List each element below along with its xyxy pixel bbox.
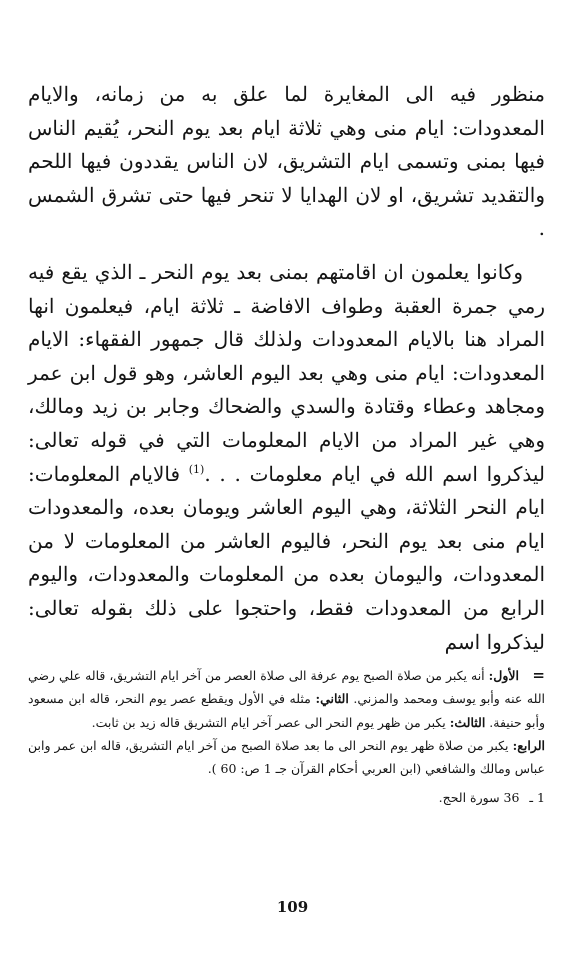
footnote-1 — [28, 786, 545, 809]
opinion-2-text: مثله في الأول ويقطع عصر يوم النحر، قاله ابن مسعود وأبو حنيفة. — [28, 691, 545, 730]
footnote-1-text: 36 سورة الحج. — [438, 790, 520, 806]
main-text — [28, 78, 545, 659]
opinion-3-text: يكبر من ظهر يوم النحر الى عصر آخر ايام التشريق قاله زيد بن ثابت. — [91, 714, 446, 730]
opinion-1-text: أنه يكبر من صلاة الصبح يوم عرفة الى صلاة العصر من آخر ايام التشريق، قاله علي رضي الله عنه وأبو يوسف ومحمد والمزني. — [28, 668, 545, 707]
continuation-marker: = — [532, 666, 545, 684]
paragraph-2-text-a: وكانوا يعلمون ان اقامتهم بمنى بعد يوم النحر ـ الذي يقع فيه رمي جمرة العقبة وطواف الافاضة ـ ثلاثة ايام، فيعلمون انها المراد هنا بالايام المعدودات ولذلك قال جمهور الفقهاء: الايام المعدودات: ايام منى وهي بعد اليوم العاشر، وهو قول ابن عمر ومجاهد وعطاء وقتادة والسدي والضحاك وجابر بن زيد ومالك، وهي غير المراد من الايام المعلومات التي في قوله تعالى: ليذكروا اسم الله في ايام معلومات . . . — [28, 259, 545, 486]
paragraph-1 — [28, 78, 545, 246]
footnote-reference: (1) — [188, 462, 205, 476]
paragraph-1-text: منظور فيه الى المغايرة لما علق به من زمانه، والايام المعدودات: ايام منى وهي ثلاثة ايام بعد يوم النحر، يُقيم الناس فيها بمنى وتسمى ايام التشريق، لان الناس يقددون فيها اللحم والتقديد تشريق، او لان الهدايا لا تنحر فيها حتى تشرق الشمس . — [28, 82, 546, 241]
opinion-2-label: الثاني: — [315, 691, 349, 707]
opinion-4-label: الرابع: — [512, 737, 545, 753]
paragraph-2-text-b: فالايام المعلومات: ايام النحر الثلاثة، وهي اليوم العاشر ويومان بعده، والمعدودات ايام منى بعد يوم النحر، فاليوم العاشر من المعلومات لا من المعدودات، واليومان بعده من المعلومات والمعدودات، واليوم الرابع من المعدودات فقط، واحتجوا على ذلك بقوله تعالى: ليذكروا اسم — [28, 461, 545, 654]
opinion-1-label: الأول: — [488, 668, 519, 683]
footnotes — [28, 664, 545, 810]
paragraph-2 — [28, 256, 545, 659]
page-number: 109 — [276, 898, 309, 916]
opinion-4-text: يكبر من صلاة ظهر يوم النحر الى ما بعد صلاة الصبح من آخر ايام التشريق، قاله ابن عمر وابن عباس ومالك والشافعي (ابن العربي أحكام القرآن جـ 1 ص: 60 ). — [28, 737, 545, 777]
footnote-1-number: 1 ـ — [529, 790, 545, 806]
opinion-3-label: الثالث: — [449, 714, 486, 730]
footnote-continuation — [28, 664, 545, 780]
